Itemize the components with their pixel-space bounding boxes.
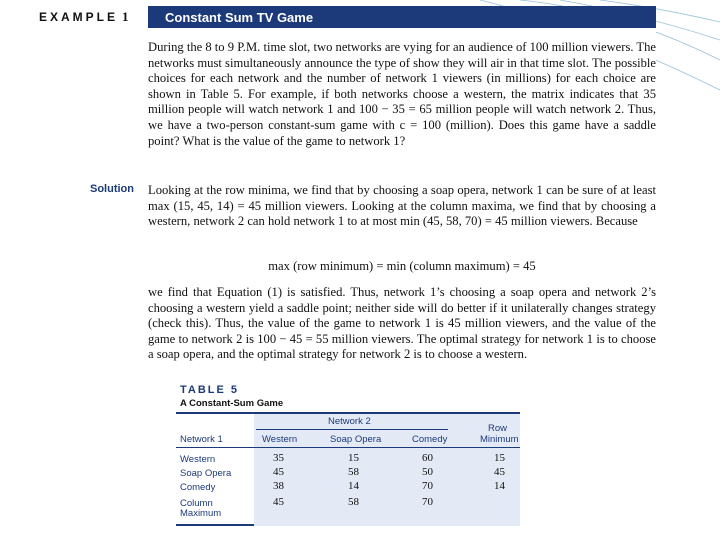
cell-soap-comedy: 50 [422,466,433,478]
rowmin-soap: 45 [494,466,505,478]
table-top-rule [176,412,520,414]
colmax-comedy: 70 [422,496,433,508]
cell-comedy-soap: 14 [348,480,359,492]
cell-comedy-western: 38 [273,480,284,492]
col-header-western: Western [262,434,298,445]
rowmin-header-1: Row [488,423,508,434]
row-label-western: Western [180,454,216,465]
rowmin-header-2: Minimum [480,434,519,445]
group-header: Network 2 [328,416,371,427]
col-header-soap-opera: Soap Opera [330,434,382,445]
table-caption [180,384,237,396]
table-shading [254,414,520,526]
conclusion-paragraph: we find that Equation (1) is satisfied. Thus, network 1’s choosing a soap opera and network 2’s choosing a western yield a saddle point; neither side will do better if it unilaterally changes strategy (check this). Thus, the value of the game to network 1 is 45 million viewers, and the value of the game to network 2 is 100 − 45 = 55 million viewers. The optimal strategy for network 1 is to choose a soap opera, and the optimal strategy for network 2 is to choose a western. [148,285,656,362]
cell-western-soap: 15 [348,452,359,464]
solution-label: Solution [90,183,134,195]
row-header: Network 1 [180,434,223,445]
solution-paragraph: Looking at the row minima, we find that by choosing a soap opera, network 1 can be sure of at least max (15, 45, 14) = 45 million viewers. Looking at the column maxima, we find that by choosing a western, network 2 can hold network 1 to at most min (45, 58, 70) = 45 million viewers. Because [148,183,656,229]
colmax-soap: 58 [348,496,359,508]
table-caption-word: TABLE [180,384,226,396]
cell-soap-western: 45 [273,466,284,478]
example-header [10,6,656,28]
group-rule [256,429,448,430]
table-caption-number: 5 [230,384,238,396]
row-label-comedy: Comedy [180,482,216,493]
table-grid [176,412,520,526]
table-subtitle: A Constant-Sum Game [180,398,284,409]
example-word: EXAMPLE [39,10,119,24]
colmax-label-1: Column [180,498,213,509]
row-label-soap-opera: Soap Opera [180,468,232,479]
col-header-comedy: Comedy [412,434,448,445]
rowmin-western: 15 [494,452,505,464]
example-label [10,6,148,28]
cell-western-comedy: 60 [422,452,433,464]
equation-line: max (row minimum) = min (column maximum) = 45 [268,259,536,273]
cell-soap-soap: 58 [348,466,359,478]
example-title: Constant Sum TV Game [148,6,656,28]
colmax-label-2: Maximum [180,508,222,519]
cell-western-western: 35 [273,452,284,464]
problem-paragraph: During the 8 to 9 P.M. time slot, two networks are vying for an audience of 100 million viewers. The networks must simultaneously announce the type of show they will air in that time slot. The possible choices for each network and the number of network 1 viewers (in millions) for each choice are shown in Table 5. For example, if both networks choose a western, the matrix indicates that 35 million people will watch network 1 and 100 − 35 = 65 million people will watch network 2. Thus, we have a two-person constant-sum game with c = 100 (million). Does this game have a saddle point? What is the value of the game to network 1? [148,40,656,148]
table-5 [176,384,520,526]
colmax-western: 45 [273,496,284,508]
rowmin-comedy: 14 [494,480,505,492]
example-number: 1 [122,9,129,24]
cell-comedy-comedy: 70 [422,480,433,492]
header-rule [176,447,520,448]
